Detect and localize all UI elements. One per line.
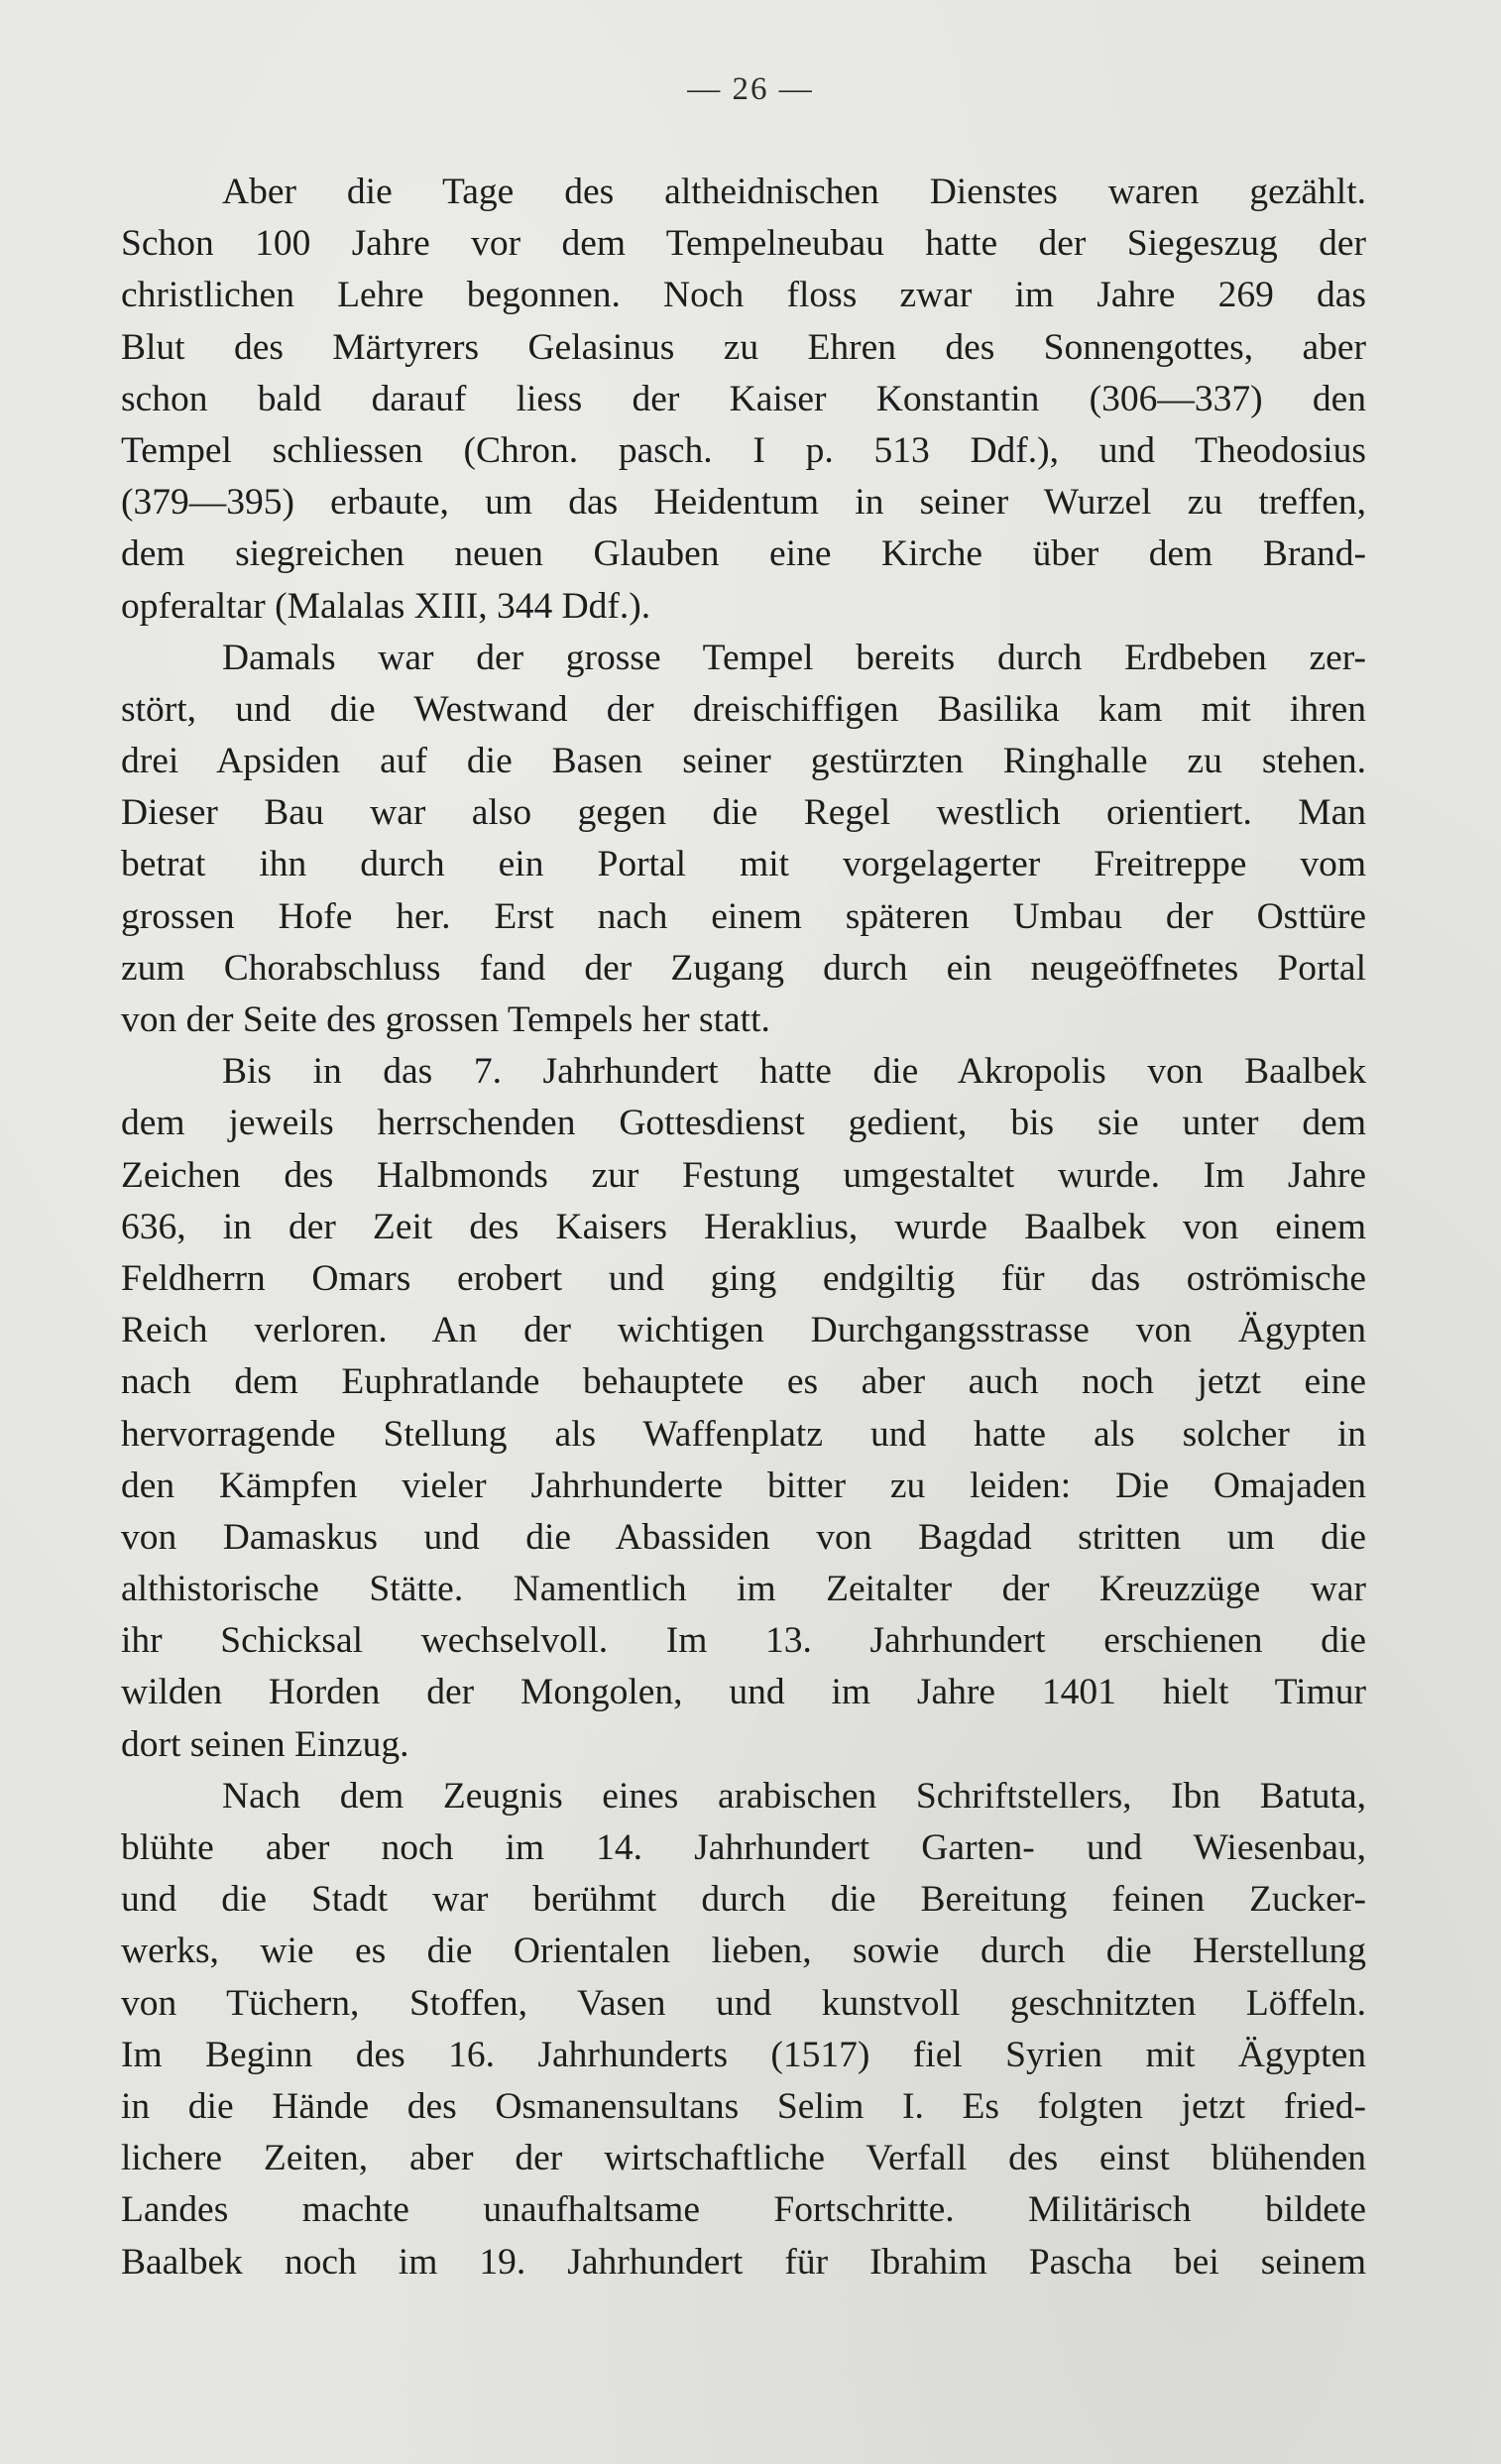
text-line: althistorische Stätte. Namentlich im Zeitalter der Kreuzzüge war bbox=[121, 1569, 1366, 1610]
text-line: Aber die Tage des altheidnischen Dienstes waren gezählt. bbox=[222, 172, 1366, 212]
text-line: Schon 100 Jahre vor dem Tempelneubau hatte der Siegeszug der bbox=[121, 223, 1366, 265]
text-line: zum Chorabschluss fand der Zugang durch ein neugeöffnetes Portal bbox=[121, 947, 1366, 989]
text-line: (379—395) erbaute, um das Heidentum in seiner Wurzel zu treffen, bbox=[121, 482, 1366, 524]
text-line: wilden Horden der Mongolen, und im Jahre 1401 hielt Timur bbox=[121, 1672, 1366, 1713]
text-line: blühte aber noch im 14. Jahrhundert Garten- und Wiesenbau, bbox=[121, 1827, 1366, 1868]
text-line: ihr Schicksal wechselvoll. Im 13. Jahrhundert erschienen die bbox=[121, 1620, 1366, 1662]
text-line: den Kämpfen vieler Jahrhunderte bitter zu leiden: Die Omajaden bbox=[121, 1465, 1366, 1506]
text-line: Feldherrn Omars erobert und ging endgiltig für das oströmische bbox=[121, 1257, 1366, 1299]
text-line: lichere Zeiten, aber der wirtschaftliche Verfall des einst blühenden bbox=[121, 2138, 1366, 2179]
text-line: dort seinen Einzug. bbox=[121, 1723, 409, 1765]
text-line: drei Apsiden auf die Basen seiner gestürzten Ringhalle zu stehen. bbox=[121, 741, 1366, 782]
text-line: christlichen Lehre begonnen. Noch floss zwar im Jahre 269 das bbox=[121, 275, 1366, 316]
text-line: in die Hände des Osmanensultans Selim I. Es folgten jetzt fried- bbox=[121, 2085, 1366, 2127]
text-line: werks, wie es die Orientalen lieben, sowie durch die Herstellung bbox=[121, 1931, 1366, 1972]
text-line: dem siegreichen neuen Glauben eine Kirche über dem Brand- bbox=[121, 533, 1366, 575]
text-line: Baalbek noch im 19. Jahrhundert für Ibrahim Pascha bei seinem bbox=[121, 2241, 1366, 2283]
text-line: Nach dem Zeugnis eines arabischen Schriftstellers, Ibn Batuta, bbox=[222, 1775, 1366, 1817]
text-line: Damals war der grosse Tempel bereits durch Erdbeben zer- bbox=[222, 637, 1366, 678]
text-line: nach dem Euphratlande behauptete es aber auch noch jetzt eine bbox=[121, 1361, 1366, 1403]
text-line: Im Beginn des 16. Jahrhunderts (1517) fiel Syrien mit Ägypten bbox=[121, 2034, 1366, 2075]
text-line: opferaltar (Malalas XIII, 344 Ddf.). bbox=[121, 585, 651, 627]
text-line: Reich verloren. An der wichtigen Durchgangsstrasse von Ägypten bbox=[121, 1310, 1366, 1351]
text-line: Landes machte unaufhaltsame Fortschritte. Militärisch bildete bbox=[121, 2189, 1366, 2231]
text-line: Zeichen des Halbmonds zur Festung umgestaltet wurde. Im Jahre bbox=[121, 1154, 1366, 1196]
text-line: Bis in das 7. Jahrhundert hatte die Akropolis von Baalbek bbox=[222, 1051, 1366, 1093]
text-line: Tempel schliessen (Chron. pasch. I p. 513 Ddf.), und Theodosius bbox=[121, 429, 1366, 471]
text-line: und die Stadt war berühmt durch die Bereitung feinen Zucker- bbox=[121, 1879, 1366, 1921]
text-line: hervorragende Stellung als Waffenplatz und hatte als solcher in bbox=[121, 1413, 1366, 1455]
text-line: Blut des Märtyrers Gelasinus zu Ehren des Sonnengottes, aber bbox=[121, 326, 1366, 368]
text-line: von der Seite des grossen Tempels her statt. bbox=[121, 999, 770, 1040]
text-line: schon bald darauf liess der Kaiser Konstantin (306—337) den bbox=[121, 378, 1366, 419]
text-line: von Damaskus und die Abassiden von Bagdad stritten um die bbox=[121, 1516, 1366, 1558]
text-line: dem jeweils herrschenden Gottesdienst gedient, bis sie unter dem bbox=[121, 1103, 1366, 1144]
text-line: 636, in der Zeit des Kaisers Heraklius, wurde Baalbek von einem bbox=[121, 1206, 1366, 1247]
page-number: — 26 — bbox=[687, 71, 814, 107]
text-line: betrat ihn durch ein Portal mit vorgelagerter Freitreppe vom bbox=[121, 844, 1366, 885]
text-line: von Tüchern, Stoffen, Vasen und kunstvoll geschnitzten Löffeln. bbox=[121, 1982, 1366, 2024]
text-line: stört, und die Westwand der dreischiffigen Basilika kam mit ihren bbox=[121, 688, 1366, 730]
body-text bbox=[121, 167, 1366, 2288]
text-line: Dieser Bau war also gegen die Regel westlich orientiert. Man bbox=[121, 792, 1366, 834]
text-line: grossen Hofe her. Erst nach einem späteren Umbau der Osttüre bbox=[121, 895, 1366, 937]
